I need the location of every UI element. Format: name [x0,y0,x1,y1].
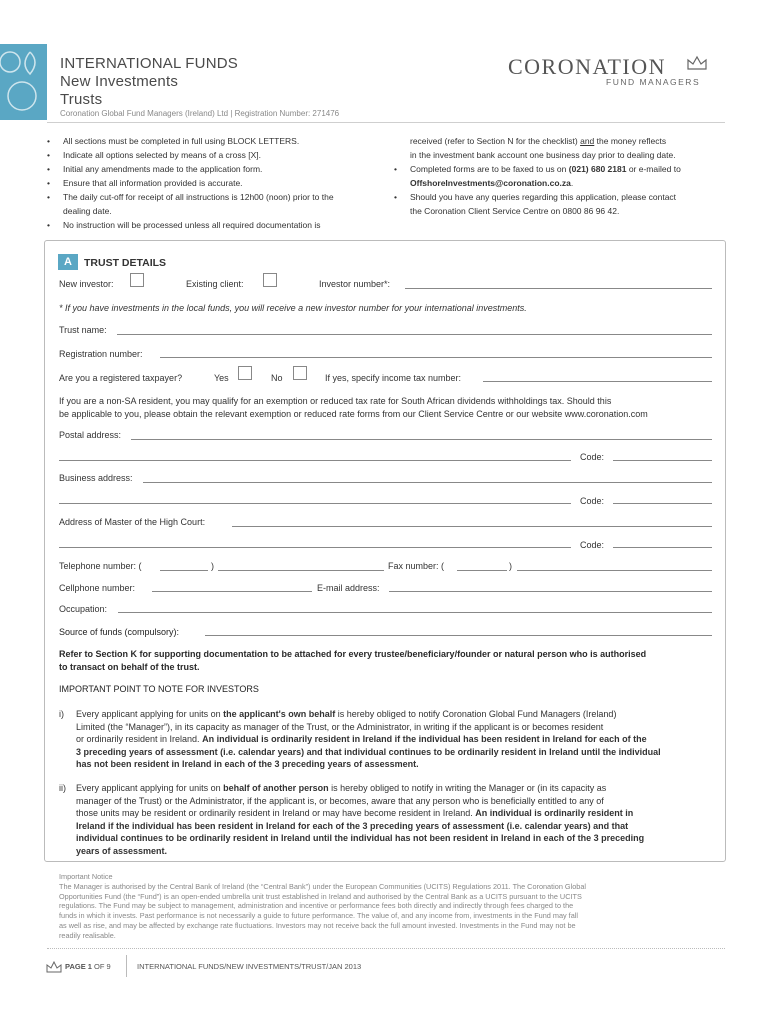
company-logo: CORONATION [508,54,666,79]
footer-crown-icon [46,960,62,978]
point-ii-marker: ii) [59,783,66,793]
section-letter: A [58,254,78,270]
taxpayer-no-checkbox[interactable] [293,366,307,380]
instruction-item-cont: the Coronation Client Service Centre on 0800 86 96 42. [410,206,620,216]
document-reference: INTERNATIONAL FUNDS/NEW INVESTMENTS/TRUST/JAN 2013 [137,962,362,971]
new-investor-label: New investor: [59,279,114,289]
instruction-item: • Should you have any queries regarding this application, please contact [394,190,734,204]
point-ii-text: Every applicant applying for units on behalf of another person is hereby obliged to notify in writing the Manager or (in its capacity as manager of the Trust) or the Administrator, if the applicant is, or becomes, aware that any person who is beneficially entitled to any of those units may be resident or ordinarily resident in Ireland or may have become resident in Ireland. An individual is ordinarily resident in Ireland if the individual has been resident in Ireland for each of the 3 preceding years of assessment (i.e. calendar years) and that individual continues to be ordinarily resident in Ireland until the individual has not been resident in Ireland in each of the 3 preceding years of assessment. [76,783,645,856]
master-code-field[interactable] [613,547,712,548]
master-code-label: Code: [580,540,605,550]
business-address-label: Business address: [59,473,133,483]
company-logo-sub: FUND MANAGERS [606,77,701,87]
master-address-field[interactable] [232,526,712,527]
instruction-item-cont: received (refer to Section N for the checklist) and the money reflects [410,136,667,146]
master-address-field-2[interactable] [59,547,571,548]
occupation-field[interactable] [118,612,712,613]
instruction-item: • Indicate all options selected by means of a cross [X]. [47,148,387,162]
non-sa-resident-note: If you are a non-SA resident, you may qualify for an exemption or reduced tax rate for South African dividends withholdings tax. Should this be applicable to you, please obtain the relevant exemption or reduced rate forms from our Client Service Centre or our website www.coronation.com [59,396,648,419]
email-field[interactable] [389,591,712,592]
important-notice: Important Notice The Manager is authorised by the Central Bank of Ireland (the “Central Bank”) under the European Communities (UCITS) Regulations 2011. The Coronation Global Opportunities Fund (the “Fund”) is an open-ended umbrella unit trust established in Ireland and authorised by the Central Bank as a UCITS pursuant to the UCITS regulations. The Fund may be subject to management, administration and incentive or performance fees both directly and indirectly through fees charged to the funds in which it invests. Past performance is not necessarily a guide to future performance. The value of, and any income from, investments in the Fund may fall as well as rise, and may be affected by exchange rate fluctuations. Investors may not receive back the full amount invested. Investments in the Fund may not be readily realisable. [59,872,724,941]
registration-text: Coronation Global Fund Managers (Ireland) Ltd | Registration Number: 271476 [60,109,340,118]
postal-code-field[interactable] [613,460,712,461]
instruction-item: • Initial any amendments made to the application form. [47,162,387,176]
instructions-left [47,134,387,232]
telephone-close-paren: ) [211,561,214,571]
instruction-item: • Completed forms are to be faxed to us on (021) 680 2181 or e-mailed to [394,162,734,176]
footer-separator [126,955,127,977]
business-code-field[interactable] [613,503,712,504]
investor-number-label: Investor number*: [319,279,391,289]
instruction-item: • The daily cut-off for receipt of all instructions is 12h00 (noon) prior to the [47,190,387,204]
instruction-item: • No instruction will be processed unless all required documentation is [47,218,387,232]
existing-client-label: Existing client: [186,279,244,289]
point-i-text: Every applicant applying for units on the applicant's own behalf is hereby obliged to notify Coronation Global Fund Managers (Ireland) Limited (the “Manager”), in its capacity as manager of the Trust, or the Administrator, in writing if the applicant is or becomes resident or ordinarily resident in Ireland. An individual is ordinarily resident in Ireland if the individual has been resident in Ireland for each of the 3 preceding years of assessment (i.e. calendar years) and that individual continues to be ordinarily resident in Ireland until the individual has not been resident in Ireland in each of the 3 preceding years of assessment. [76,709,661,769]
business-address-field-2[interactable] [59,503,571,504]
telephone-area-code-field[interactable] [160,570,208,571]
cellphone-label: Cellphone number: [59,583,136,593]
taxpayer-no-label: No [271,373,283,383]
important-notice-heading: Important Notice [59,872,113,881]
header-titles [60,55,238,109]
telephone-label: Telephone number: ( [59,561,142,571]
taxpayer-yes-checkbox[interactable] [238,366,252,380]
master-address-label: Address of Master of the High Court: [59,517,206,527]
new-investor-checkbox[interactable] [130,273,144,287]
tax-number-field[interactable] [483,381,712,382]
instruction-item: • All sections must be completed in full using BLOCK LETTERS. [47,134,387,148]
cellphone-field[interactable] [152,591,312,592]
source-of-funds-field[interactable] [205,635,712,636]
section-k-note: Refer to Section K for supporting documentation to be attached for every trustee/beneficiary/founder or natural person who is authorised to transact on behalf of the trust. [59,649,647,672]
taxpayer-yes-label: Yes [214,373,229,383]
instruction-item-cont: dealing date. [63,206,112,216]
occupation-label: Occupation: [59,604,108,614]
investor-number-footnote: * If you have investments in the local funds, you will receive a new investor number for your international investments. [59,303,527,313]
fax-label: Fax number: ( [388,561,445,571]
and-emphasis: and [580,136,595,146]
crown-icon [686,55,708,76]
postal-code-label: Code: [580,452,605,462]
page-number: PAGE 1 OF 9 [65,962,111,971]
instruction-item: • Ensure that all information provided is accurate. [47,176,387,190]
postal-address-field-2[interactable] [59,460,571,461]
business-code-label: Code: [580,496,605,506]
trust-name-field[interactable] [117,334,712,335]
footer-divider [47,948,725,949]
page-title: INTERNATIONAL FUNDS [60,55,238,72]
tax-number-label: If yes, specify income tax number: [325,373,462,383]
postal-address-label: Postal address: [59,430,122,440]
taxpayer-question: Are you a registered taxpayer? [59,373,183,383]
postal-address-field[interactable] [131,439,712,440]
instructions-right [394,134,734,218]
fax-number-field[interactable] [517,570,712,571]
registration-number-field[interactable] [160,357,712,358]
header-divider [47,122,725,123]
fax-close-paren: ) [509,561,512,571]
existing-client-checkbox[interactable] [263,273,277,287]
fax-number: (021) 680 2181 [568,164,627,174]
trust-name-label: Trust name: [59,325,107,335]
fax-area-code-field[interactable] [457,570,507,571]
email-label: E-mail address: [317,583,380,593]
page-subtitle: New Investments [60,73,179,90]
brand-corner-graphic [0,44,47,120]
email-link[interactable]: OffshoreInvestments@coronation.co.za [410,178,571,188]
registration-number-label: Registration number: [59,349,143,359]
point-i-marker: i) [59,709,64,719]
section-title: TRUST DETAILS [84,257,167,269]
source-of-funds-label: Source of funds (compulsory): [59,627,180,637]
page-subtitle-trusts: Trusts [60,91,103,108]
instruction-item-cont: OffshoreInvestments@coronation.co.za. [410,178,574,188]
crest-pattern-icon [0,44,47,120]
investor-number-field[interactable] [405,288,712,289]
important-heading: IMPORTANT POINT TO NOTE FOR INVESTORS [59,684,259,694]
telephone-number-field[interactable] [218,570,384,571]
instruction-item-cont: in the investment bank account one business day prior to dealing date. [410,150,676,160]
business-address-field[interactable] [143,482,712,483]
